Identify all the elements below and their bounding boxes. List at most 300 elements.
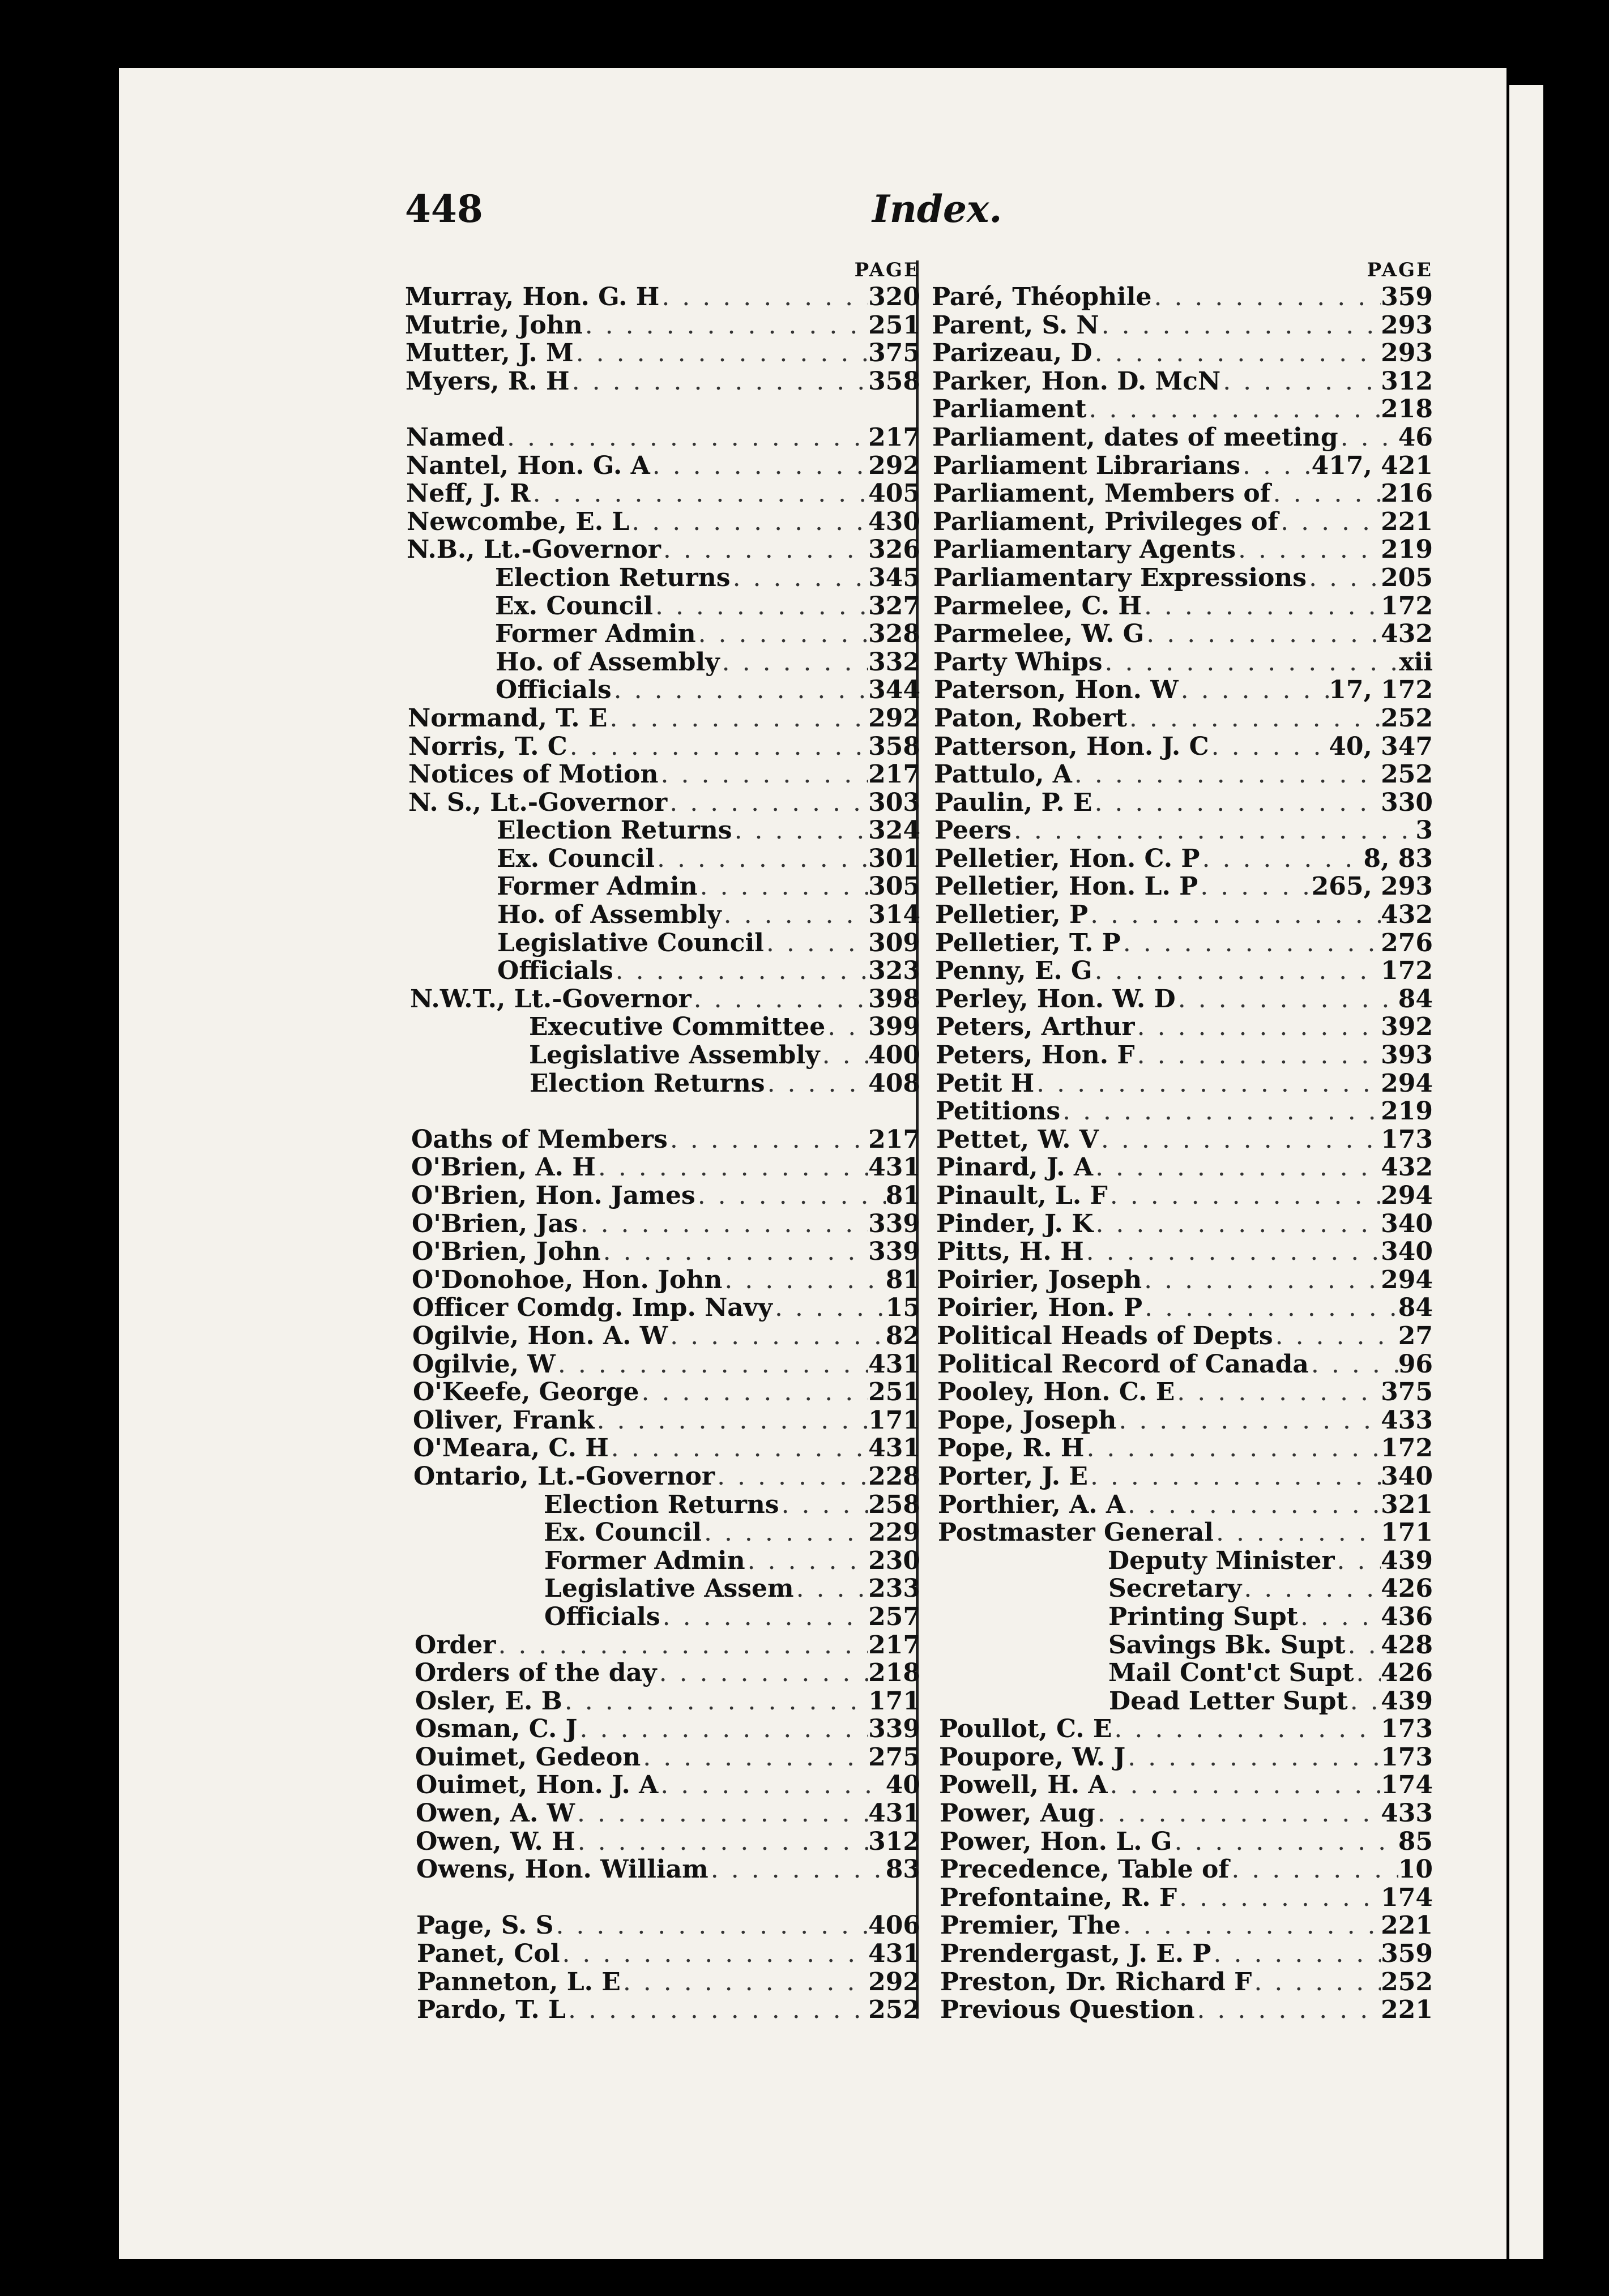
leader-dots — [556, 1350, 868, 1379]
leader-dots — [745, 1547, 869, 1575]
entry-name: Penny, E. G — [935, 957, 1092, 985]
index-entry — [932, 985, 1433, 1014]
entry-page: 229 — [868, 1519, 920, 1547]
entry-page: 359 — [1381, 283, 1433, 311]
leader-dots — [722, 901, 868, 929]
entry-page: 46 — [1398, 423, 1433, 452]
entry-page: 428 — [1381, 1631, 1433, 1660]
entry-name: Petit H — [936, 1069, 1035, 1098]
leader-dots — [695, 1182, 886, 1210]
entry-name: Pardo, T. L — [417, 1996, 566, 2024]
entry-page: 301 — [868, 844, 920, 873]
entry-name: O'Brien, Jas — [412, 1209, 578, 1238]
leader-dots — [1214, 1519, 1381, 1547]
page-column-label: PAGE — [854, 259, 920, 281]
leader-dots — [1151, 283, 1381, 311]
leader-dots — [1034, 1070, 1381, 1098]
index-entry — [932, 789, 1433, 817]
entry-page: 96 — [1398, 1350, 1433, 1379]
leader-dots — [1211, 1940, 1381, 1968]
leader-dots — [1135, 1013, 1381, 1041]
entry-name: Parliament, Privileges of — [933, 507, 1279, 536]
leader-dots — [722, 1266, 885, 1294]
entry-name: N.B., Lt.-Governor — [407, 536, 661, 564]
entry-page: 251 — [868, 311, 920, 340]
leader-dots — [657, 1659, 869, 1687]
index-entry — [405, 733, 920, 761]
entry-page: 430 — [868, 507, 920, 536]
entry-name: Parizeau, D — [932, 339, 1092, 367]
entry-page: 340 — [1381, 1462, 1433, 1491]
leader-dots — [1099, 311, 1381, 340]
leader-dots — [1108, 1182, 1381, 1210]
entry-page: 375 — [868, 339, 920, 367]
entry-name: Normand, T. E — [408, 704, 608, 733]
leader-dots — [692, 985, 868, 1014]
index-entry — [932, 564, 1433, 592]
index-entry — [405, 760, 920, 789]
entry-name: Power, Hon. L. G — [940, 1827, 1172, 1856]
entry-name: Savings Bk. Supt — [1108, 1631, 1346, 1660]
leader-dots — [629, 508, 868, 536]
entry-page: 40 — [885, 1771, 920, 1800]
index-entry — [932, 508, 1433, 536]
entry-name: O'Brien, John — [412, 1238, 601, 1266]
index-entry — [405, 1659, 920, 1687]
entry-name: Former Admin — [497, 873, 698, 901]
entry-name: Owen, A. W — [416, 1799, 575, 1828]
index-entry — [405, 1013, 920, 1041]
leader-dots — [667, 789, 868, 817]
leader-dots — [659, 760, 869, 789]
leader-dots — [601, 1238, 868, 1266]
entry-page: 233 — [868, 1575, 920, 1603]
entry-name: Election Returns — [495, 563, 731, 592]
entry-page: 174 — [1381, 1883, 1433, 1912]
leader-dots — [1229, 1855, 1398, 1884]
leader-dots — [1072, 760, 1381, 789]
leader-dots — [1271, 480, 1381, 508]
index-entry — [932, 1350, 1433, 1379]
index-entry — [932, 1126, 1433, 1154]
index-entry — [405, 1828, 920, 1856]
leader-dots — [639, 1378, 868, 1406]
index-entry — [932, 1828, 1433, 1856]
entry-page: 172 — [1381, 957, 1433, 985]
entry-page: 276 — [1381, 929, 1433, 957]
entry-name: Pelletier, P — [935, 901, 1089, 929]
entry-page: 426 — [1381, 1659, 1433, 1687]
entry-page: 173 — [1381, 1125, 1433, 1154]
entry-page: 81 — [885, 1265, 920, 1294]
entry-page: 340 — [1381, 1209, 1433, 1238]
entry-page: 228 — [868, 1462, 920, 1491]
entry-page: 327 — [868, 592, 920, 621]
leader-dots — [1298, 1603, 1381, 1631]
index-entry — [932, 1070, 1433, 1098]
leader-dots — [1273, 1322, 1398, 1350]
entry-name: Pinder, J. K — [936, 1209, 1094, 1238]
entry-page: 252 — [1381, 1968, 1433, 1996]
entry-name: O'Donohoe, Hon. John — [412, 1265, 723, 1294]
leader-dots — [698, 873, 869, 901]
index-entry — [932, 1378, 1433, 1406]
entry-page: 400 — [868, 1041, 920, 1070]
entry-name: Parent, S. N — [932, 311, 1099, 340]
entry-name: O'Brien, A. H — [411, 1153, 596, 1182]
entry-page: 84 — [1398, 985, 1433, 1014]
index-entry — [932, 1266, 1433, 1294]
entry-name: Ouimet, Gedeon — [415, 1743, 641, 1772]
leader-dots — [562, 1687, 868, 1716]
index-entry — [932, 1153, 1433, 1182]
entry-page: 312 — [868, 1827, 920, 1856]
entry-name: Pelletier, Hon. L. P — [934, 873, 1198, 901]
entry-name: O'Meara, C. H — [413, 1434, 609, 1463]
index-entry — [932, 676, 1433, 704]
entry-name: Pooley, Hon. C. E — [937, 1378, 1175, 1406]
index-entry — [405, 1266, 920, 1294]
entry-page: 292 — [868, 1968, 920, 1996]
entry-page: 217 — [868, 1631, 920, 1660]
index-entry — [405, 985, 920, 1014]
entry-page: 314 — [868, 901, 920, 929]
entry-name: Parliamentary Expressions — [933, 563, 1307, 592]
entry-page: 27 — [1398, 1322, 1433, 1350]
leader-dots — [567, 733, 868, 761]
index-entry — [932, 1294, 1433, 1322]
leader-dots — [1144, 620, 1381, 648]
leader-dots — [553, 1912, 868, 1940]
index-entry — [405, 789, 920, 817]
leader-dots — [1252, 1968, 1381, 1996]
index-entry — [405, 1743, 920, 1772]
paper-edge — [1509, 85, 1543, 2259]
index-entry — [932, 1659, 1433, 1687]
entry-name: Election Returns — [544, 1490, 779, 1519]
entry-page: 172 — [1381, 1434, 1433, 1463]
index-entry — [932, 1940, 1433, 1968]
leader-dots — [650, 452, 868, 480]
entry-name: Legislative Assembly — [529, 1041, 820, 1070]
entry-name: Political Heads of Depts — [937, 1322, 1273, 1350]
entry-page: 305 — [868, 873, 920, 901]
entry-page: 436 — [1381, 1602, 1433, 1631]
index-entry — [405, 311, 920, 340]
entry-name: Printing Supt — [1108, 1602, 1298, 1631]
entry-page: 339 — [868, 1209, 920, 1238]
entry-name: Secretary — [1108, 1575, 1242, 1603]
entry-name: Ouimet, Hon. J. A — [416, 1771, 659, 1800]
entry-page: 433 — [1381, 1406, 1433, 1435]
index-entry — [405, 1799, 920, 1828]
entry-page: 375 — [1381, 1378, 1433, 1406]
entry-name: Parliament, dates of meeting — [932, 423, 1338, 452]
index-entry — [405, 592, 920, 621]
leader-dots — [764, 929, 868, 957]
entry-name: Neff, J. R — [406, 480, 531, 508]
entry-name: Osman, C. J — [415, 1715, 578, 1743]
index-entry — [932, 1743, 1433, 1772]
index-entry — [405, 901, 920, 929]
entry-name: Poupore, W. J — [939, 1743, 1126, 1772]
entry-page: 171 — [868, 1687, 920, 1716]
entry-page: 303 — [868, 788, 920, 817]
index-entry — [932, 620, 1433, 648]
index-entry — [932, 1491, 1433, 1519]
entry-name: Murray, Hon. G. H — [405, 283, 660, 311]
entry-page: 275 — [868, 1743, 920, 1772]
index-entry — [932, 1322, 1433, 1350]
index-entry — [932, 1996, 1433, 2024]
index-entry — [405, 873, 920, 901]
entry-name: Political Record of Canada — [937, 1350, 1309, 1379]
index-entry — [405, 367, 920, 396]
entry-name: Mutter, J. M — [406, 339, 574, 367]
index-entry — [932, 1715, 1433, 1743]
leader-dots — [696, 620, 869, 648]
entry-page: 174 — [1381, 1771, 1433, 1800]
entry-page: 432 — [1381, 620, 1433, 648]
leader-dots — [1127, 704, 1381, 733]
entry-page: 323 — [868, 957, 920, 985]
index-entry — [405, 1491, 920, 1519]
leader-dots — [1307, 564, 1381, 592]
leader-dots — [655, 845, 868, 873]
index-entry — [405, 283, 920, 311]
entry-page: 432 — [1381, 1153, 1433, 1182]
entry-page: 252 — [1381, 704, 1433, 733]
entry-name: Panet, Col — [417, 1940, 560, 1968]
index-entry — [405, 1575, 920, 1603]
entry-name: Oliver, Frank — [413, 1406, 595, 1435]
entry-page: 3 — [1415, 816, 1433, 845]
entry-name: O'Keefe, George — [413, 1378, 639, 1406]
entry-name: Peers — [934, 816, 1012, 845]
leader-dots — [1179, 676, 1329, 704]
index-entry — [932, 1519, 1433, 1547]
leader-dots — [1112, 1715, 1381, 1743]
entry-page: 219 — [1381, 1097, 1433, 1126]
index-entry — [405, 1294, 920, 1322]
entry-name: Oaths of Members — [411, 1125, 668, 1154]
index-column-left — [405, 258, 920, 2024]
index-entry — [405, 929, 920, 957]
entry-name: Ogilvie, W — [412, 1350, 556, 1379]
page-number: 448 — [405, 187, 483, 231]
entry-page: 320 — [868, 283, 920, 311]
entry-page: 431 — [868, 1940, 920, 1968]
entry-name: Parliament Librarians — [933, 451, 1240, 480]
leader-dots — [578, 1210, 869, 1238]
blank-line — [405, 395, 920, 424]
entry-name: Pelletier, T. P — [935, 929, 1121, 957]
entry-page: 217 — [868, 760, 920, 789]
entry-name: Parmelee, C. H — [933, 592, 1142, 621]
leader-dots — [595, 1406, 869, 1435]
entry-page: 408 — [868, 1069, 920, 1098]
leader-dots — [1278, 508, 1381, 536]
leader-dots — [1177, 1884, 1381, 1912]
index-entry — [932, 1182, 1433, 1210]
index-entry — [932, 648, 1433, 677]
entry-page: 293 — [1381, 311, 1433, 340]
entry-name: Officials — [497, 957, 613, 985]
entry-page: 431 — [868, 1799, 920, 1828]
entry-name: Pitts, H. H — [937, 1238, 1084, 1266]
leader-dots — [621, 1968, 868, 1996]
index-entry — [405, 1715, 920, 1743]
entry-name: Ontario, Lt.-Governor — [413, 1462, 715, 1491]
index-entry — [405, 1940, 920, 1968]
entry-page: 251 — [868, 1378, 920, 1406]
index-entry — [405, 1996, 920, 2024]
leader-dots — [1241, 1575, 1381, 1603]
entry-page: 172 — [1381, 592, 1433, 621]
entry-page: 84 — [1398, 1294, 1433, 1322]
leader-dots — [715, 1463, 868, 1491]
entry-name: Legislative Council — [497, 929, 764, 957]
entry-page: 399 — [868, 1013, 920, 1042]
leader-dots — [1142, 1266, 1381, 1294]
leader-dots — [1095, 1799, 1381, 1828]
index-entry — [932, 1575, 1433, 1603]
index-entry — [405, 1687, 920, 1716]
entry-name: Newcombe, E. L — [407, 507, 630, 536]
entry-page: 17, 172 — [1329, 676, 1433, 704]
entry-name: Executive Committee — [529, 1013, 826, 1042]
entry-name: Party Whips — [933, 648, 1103, 677]
entry-page: 221 — [1381, 1912, 1433, 1940]
leader-dots — [1088, 901, 1381, 929]
entry-page: 406 — [868, 1912, 920, 1940]
leader-dots — [1093, 1210, 1381, 1238]
entry-name: Petitions — [936, 1097, 1061, 1126]
entry-page: 217 — [868, 423, 920, 452]
entry-name: Previous Question — [940, 1996, 1195, 2024]
index-entry — [405, 1126, 920, 1154]
index-entry — [932, 1884, 1433, 1912]
entry-name: Pinard, J. A — [936, 1153, 1094, 1182]
leader-dots — [1084, 1238, 1381, 1266]
entry-page: 433 — [1381, 1799, 1433, 1828]
entry-page: 312 — [1381, 367, 1433, 396]
index-entry — [932, 395, 1433, 424]
leader-dots — [731, 564, 869, 592]
index-entry — [932, 424, 1433, 452]
leader-dots — [570, 367, 869, 396]
entry-page: 392 — [1381, 1013, 1433, 1042]
leader-dots — [566, 1996, 868, 2024]
entry-name: Paré, Théophile — [932, 283, 1152, 311]
entry-name: Parker, Hon. D. McN — [932, 367, 1221, 396]
entry-page: 432 — [1381, 901, 1433, 929]
index-entry — [932, 1687, 1433, 1716]
leader-dots — [583, 311, 868, 340]
index-entry — [405, 676, 920, 704]
leader-dots — [575, 1828, 869, 1856]
entry-page: 405 — [868, 480, 920, 508]
entry-page: 83 — [885, 1855, 920, 1884]
leader-dots — [496, 1631, 868, 1660]
leader-dots — [1092, 789, 1381, 817]
index-entry — [405, 1406, 920, 1435]
entry-page: 324 — [868, 816, 920, 845]
entry-name: Officials — [496, 676, 612, 704]
index-entry — [405, 1238, 920, 1266]
entry-page: 321 — [1381, 1490, 1433, 1519]
index-entry — [932, 1210, 1433, 1238]
entry-page: 221 — [1381, 1996, 1433, 2024]
entry-name: Ho. of Assembly — [496, 648, 720, 677]
entry-page: 15 — [885, 1294, 920, 1322]
entry-page: 326 — [868, 536, 920, 564]
entry-page: 439 — [1381, 1546, 1433, 1575]
entry-name: Porthier, A. A — [938, 1490, 1125, 1519]
index-entry — [932, 283, 1433, 311]
entry-page: 332 — [868, 648, 920, 677]
leader-dots — [720, 648, 868, 677]
leader-dots — [560, 1940, 868, 1968]
entry-name: Poullot, C. E — [939, 1715, 1112, 1743]
leader-dots — [1088, 1463, 1381, 1491]
leader-dots — [1084, 1434, 1381, 1463]
index-entry — [932, 452, 1433, 480]
index-entry — [405, 1771, 920, 1799]
leader-dots — [1086, 395, 1381, 424]
entry-name: Poirier, Hon. P — [937, 1294, 1143, 1322]
index-column-right — [932, 258, 1433, 2024]
running-head: Index. — [872, 187, 1002, 231]
leader-dots — [1348, 1687, 1381, 1716]
leader-dots — [668, 1322, 886, 1350]
leader-dots — [668, 1126, 868, 1154]
entry-name: Parliament, Members of — [933, 480, 1271, 508]
index-entry — [405, 1547, 920, 1575]
index-entry — [405, 957, 920, 985]
index-entry — [932, 845, 1433, 873]
index-entry — [405, 1631, 920, 1660]
entry-name: Nantel, Hon. G. A — [406, 451, 650, 480]
index-entry — [405, 1912, 920, 1940]
leader-dots — [613, 957, 868, 985]
index-entry — [405, 1041, 920, 1070]
leader-dots — [1309, 1350, 1398, 1379]
entry-page: 171 — [868, 1406, 920, 1435]
index-entry — [405, 424, 920, 452]
index-entry — [932, 760, 1433, 789]
index-entry — [405, 1855, 920, 1884]
leader-dots — [660, 1603, 868, 1631]
index-entry — [932, 1603, 1433, 1631]
index-entry — [405, 704, 920, 733]
leader-dots — [1220, 367, 1381, 396]
index-entry — [932, 1547, 1433, 1575]
entry-page: 431 — [868, 1153, 920, 1182]
leader-dots — [578, 1715, 869, 1743]
leader-dots — [1099, 1126, 1381, 1154]
index-entry — [405, 1378, 920, 1406]
entry-name: N.W.T., Lt.-Governor — [410, 985, 692, 1014]
entry-page: 292 — [868, 451, 920, 480]
entry-page: 393 — [1381, 1041, 1433, 1070]
index-entry — [932, 1631, 1433, 1660]
entry-page: 216 — [1381, 480, 1433, 508]
index-entry — [405, 816, 920, 845]
index-entry — [932, 1013, 1433, 1041]
entry-name: Election Returns — [530, 1069, 765, 1098]
entry-name: Legislative Assem — [544, 1575, 794, 1603]
